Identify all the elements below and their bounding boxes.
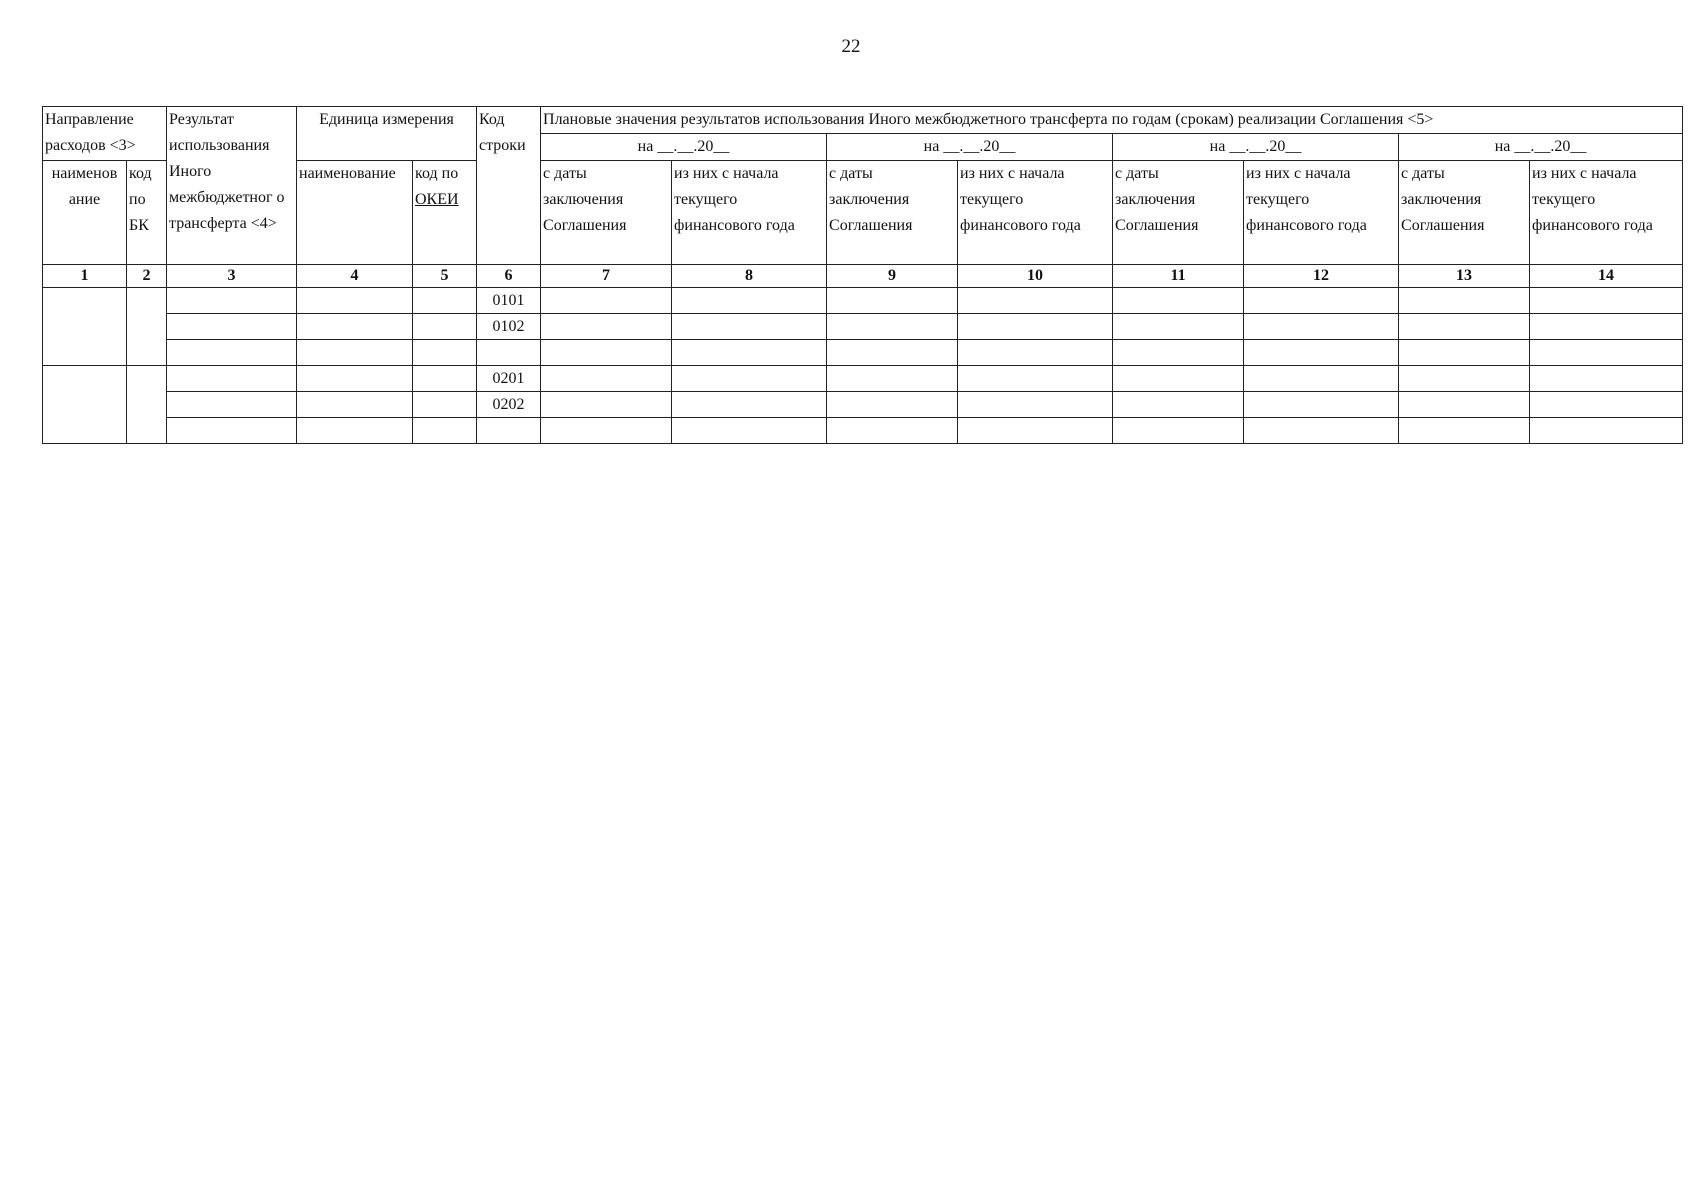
row-code-cell: 0201 [477,366,541,392]
value-cell[interactable] [1244,418,1399,444]
header-period-2: на __.__.20__ [827,134,1113,161]
value-cell[interactable] [541,314,672,340]
value-cell[interactable] [1113,314,1244,340]
header-from-year-start-1: из них с начала текущего финансового года [672,161,827,265]
value-cell[interactable] [1244,392,1399,418]
header-from-date-2: с даты заключения Соглашения [827,161,958,265]
value-cell[interactable] [1113,340,1244,366]
header-unit-code: код по ОКЕИ [413,161,477,265]
result-cell[interactable] [167,366,297,392]
value-cell[interactable] [1113,418,1244,444]
unit-name-cell[interactable] [297,288,413,314]
value-cell[interactable] [672,340,827,366]
value-cell[interactable] [1113,288,1244,314]
value-cell[interactable] [1530,418,1683,444]
value-cell[interactable] [672,314,827,340]
unit-name-cell[interactable] [297,366,413,392]
value-cell[interactable] [672,288,827,314]
table-row [43,340,1683,366]
value-cell[interactable] [827,366,958,392]
value-cell[interactable] [1113,366,1244,392]
column-number: 9 [827,265,958,288]
value-cell[interactable] [1399,366,1530,392]
result-cell[interactable] [167,418,297,444]
table-row [43,392,1683,418]
direction-name-cell[interactable] [43,288,127,366]
column-number: 13 [1399,265,1530,288]
direction-code-cell[interactable] [127,288,167,366]
row-code-cell: 0102 [477,314,541,340]
row-code-cell [477,340,541,366]
header-direction-name: наименов ание [43,161,127,265]
value-cell[interactable] [1399,340,1530,366]
value-cell[interactable] [958,392,1113,418]
value-cell[interactable] [958,314,1113,340]
value-cell[interactable] [1530,392,1683,418]
column-number: 1 [43,265,127,288]
value-cell[interactable] [1113,392,1244,418]
value-cell[interactable] [827,340,958,366]
value-cell[interactable] [541,340,672,366]
column-number: 4 [297,265,413,288]
header-row-code: Код строки [477,107,541,265]
direction-name-cell[interactable] [43,366,127,444]
value-cell[interactable] [1399,392,1530,418]
value-cell[interactable] [1530,340,1683,366]
table-row [43,288,1683,314]
value-cell[interactable] [672,392,827,418]
value-cell[interactable] [1244,340,1399,366]
value-cell[interactable] [1399,288,1530,314]
header-from-date-3: с даты заключения Соглашения [1113,161,1244,265]
column-number: 14 [1530,265,1683,288]
unit-code-cell[interactable] [413,314,477,340]
header-unit-name: наименование [297,161,413,265]
okei-label: ОКЕИ [415,191,459,208]
row-code-cell: 0101 [477,288,541,314]
page-number: 22 [841,36,861,57]
value-cell[interactable] [541,392,672,418]
column-number: 8 [672,265,827,288]
value-cell[interactable] [958,340,1113,366]
value-cell[interactable] [1530,366,1683,392]
unit-code-cell[interactable] [413,392,477,418]
column-number: 3 [167,265,297,288]
unit-code-cell[interactable] [413,418,477,444]
header-result: Результат использования Иного межбюджетног о трансферта <4> [167,107,297,265]
value-cell[interactable] [672,418,827,444]
unit-name-cell[interactable] [297,340,413,366]
column-number: 5 [413,265,477,288]
direction-code-cell[interactable] [127,366,167,444]
header-unit: Единица измерения [297,107,477,161]
column-number: 11 [1113,265,1244,288]
header-direction-code: код по БК [127,161,167,265]
header-from-date-4: с даты заключения Соглашения [1399,161,1530,265]
result-cell[interactable] [167,340,297,366]
result-cell[interactable] [167,288,297,314]
column-number: 2 [127,265,167,288]
unit-name-cell[interactable] [297,418,413,444]
value-cell[interactable] [958,288,1113,314]
header-from-year-start-3: из них с начала текущего финансового года [1244,161,1399,265]
column-number: 12 [1244,265,1399,288]
value-cell[interactable] [827,314,958,340]
value-cell[interactable] [827,418,958,444]
header-from-year-start-4: из них с начала текущего финансового года [1530,161,1683,265]
table-row [43,366,1683,392]
value-cell[interactable] [827,392,958,418]
result-cell[interactable] [167,392,297,418]
unit-code-cell[interactable] [413,340,477,366]
unit-code-cell[interactable] [413,288,477,314]
value-cell[interactable] [1244,314,1399,340]
unit-name-cell[interactable] [297,314,413,340]
result-cell[interactable] [167,314,297,340]
value-cell[interactable] [827,288,958,314]
header-from-year-start-2: из них с начала текущего финансового года [958,161,1113,265]
table-row [43,314,1683,340]
value-cell[interactable] [958,418,1113,444]
header-period-3: на __.__.20__ [1113,134,1399,161]
value-cell[interactable] [541,366,672,392]
header-period-4: на __.__.20__ [1399,134,1683,161]
value-cell[interactable] [541,418,672,444]
column-number: 6 [477,265,541,288]
value-cell[interactable] [1530,288,1683,314]
value-cell[interactable] [672,366,827,392]
value-cell[interactable] [958,366,1113,392]
header-direction: Направление расходов <3> [43,107,167,161]
unit-code-cell[interactable] [413,366,477,392]
row-code-cell [477,418,541,444]
value-cell[interactable] [1399,314,1530,340]
column-number: 10 [958,265,1113,288]
column-number: 7 [541,265,672,288]
value-cell[interactable] [1399,418,1530,444]
unit-name-cell[interactable] [297,392,413,418]
header-from-date-1: с даты заключения Соглашения [541,161,672,265]
header-period-1: на __.__.20__ [541,134,827,161]
value-cell[interactable] [1530,314,1683,340]
value-cell[interactable] [1244,366,1399,392]
planned-values-table [42,106,1683,444]
header-planned-values: Плановые значения результатов использования Иного межбюджетного трансферта по годам (срокам) реализации Соглашения <5> [541,107,1683,134]
row-code-cell: 0202 [477,392,541,418]
column-numbers-row [43,265,1683,288]
value-cell[interactable] [541,288,672,314]
value-cell[interactable] [1244,288,1399,314]
table-row [43,418,1683,444]
